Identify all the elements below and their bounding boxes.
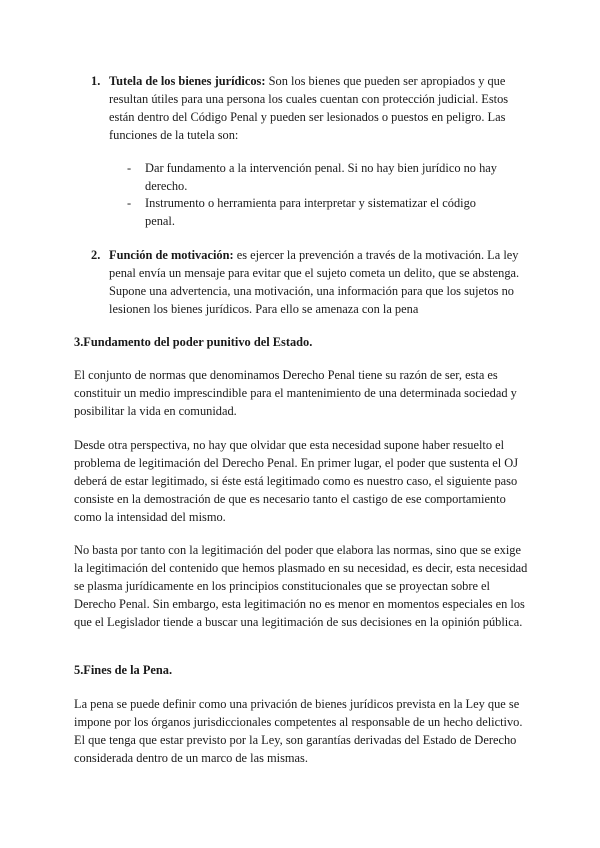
list-number-1: 1. — [91, 74, 101, 88]
term-tutela: Tutela de los bienes jurídicos: — [109, 74, 266, 88]
term-motivacion: Función de motivación: — [109, 248, 234, 262]
section3-paragraph-3: No basta por tanto con la legitimación del poder que elabora las normas, sino que se exige la legitimación del contenido que hemos plasmado en su necesidad, es decir, esta necesidad se plasma jurídicamente en los principios constitucionales que se proyectan sobre el Derecho Penal. Sin embargo, esta legitimación no es menor en momentos especiales en los que el Legislador tiende a buscar una legitimación de sus decisiones en la opinión pública. — [74, 543, 528, 629]
list-item-tutela — [109, 72, 529, 144]
section3-paragraph-1: El conjunto de normas que denominamos Derecho Penal tiene su razón de ser, esta es constituir un medio imprescindible para el mantenimiento de una determinada sociedad y posibilitar la vida en comunidad. — [74, 368, 517, 418]
heading-section-3: 3.Fundamento del poder punitivo del Estado. — [74, 335, 313, 349]
section3-paragraph-2: Desde otra perspectiva, no hay que olvidar que esta necesidad supone haber resuelto el problema de legitimación del Derecho Penal. En primer lugar, el poder que sustenta el OJ deberá de estar legitimado, si éste está legitimado como es nuestro caso, el siguiente paso consiste en la demostración de que es necesario tanto el castigo de ese comportamiento como la intensidad del mismo. — [74, 438, 519, 524]
bullet-item-2: Instrumento o herramienta para interpretar y sistematizar el código penal. — [145, 196, 476, 228]
bullet-dash-2: - — [127, 196, 132, 210]
section5-paragraph-1: La pena se puede definir como una privación de bienes jurídicos prevista en la Ley que se impone por los órganos jurisdiccionales competentes al responsable de un hecho delictivo. El que tenga que estar previsto por la Ley, son garantías derivadas del Estado de Derecho considerada dentro de un marco de las mismas. — [74, 697, 523, 765]
bullet-dash-1: - — [127, 161, 132, 175]
list-number-2: 2. — [91, 248, 101, 262]
list-item-motivacion — [109, 246, 529, 318]
text-tutela: Son los bienes que pueden ser apropiados y que resultan útiles para una persona los cuales cuentan con protección judicial. Estos están dentro del Código Penal y pueden ser lesionados o puestos en peligro. Las funciones de la tutela son: — [109, 74, 509, 142]
heading-section-5: 5.Fines de la Pena. — [74, 663, 173, 677]
bullet-item-1: Dar fundamento a la intervención penal. Si no hay bien jurídico no hay derecho. — [145, 161, 497, 193]
text-motivacion: es ejercer la prevención a través de la motivación. La ley penal envía un mensaje para evitar que el sujeto cometa un delito, que se abstenga. Supone una advertencia, una motivación, una información para que los sujetos no lesionen los bienes jurídicos. Para ello se amenaza con la pena — [109, 248, 520, 316]
